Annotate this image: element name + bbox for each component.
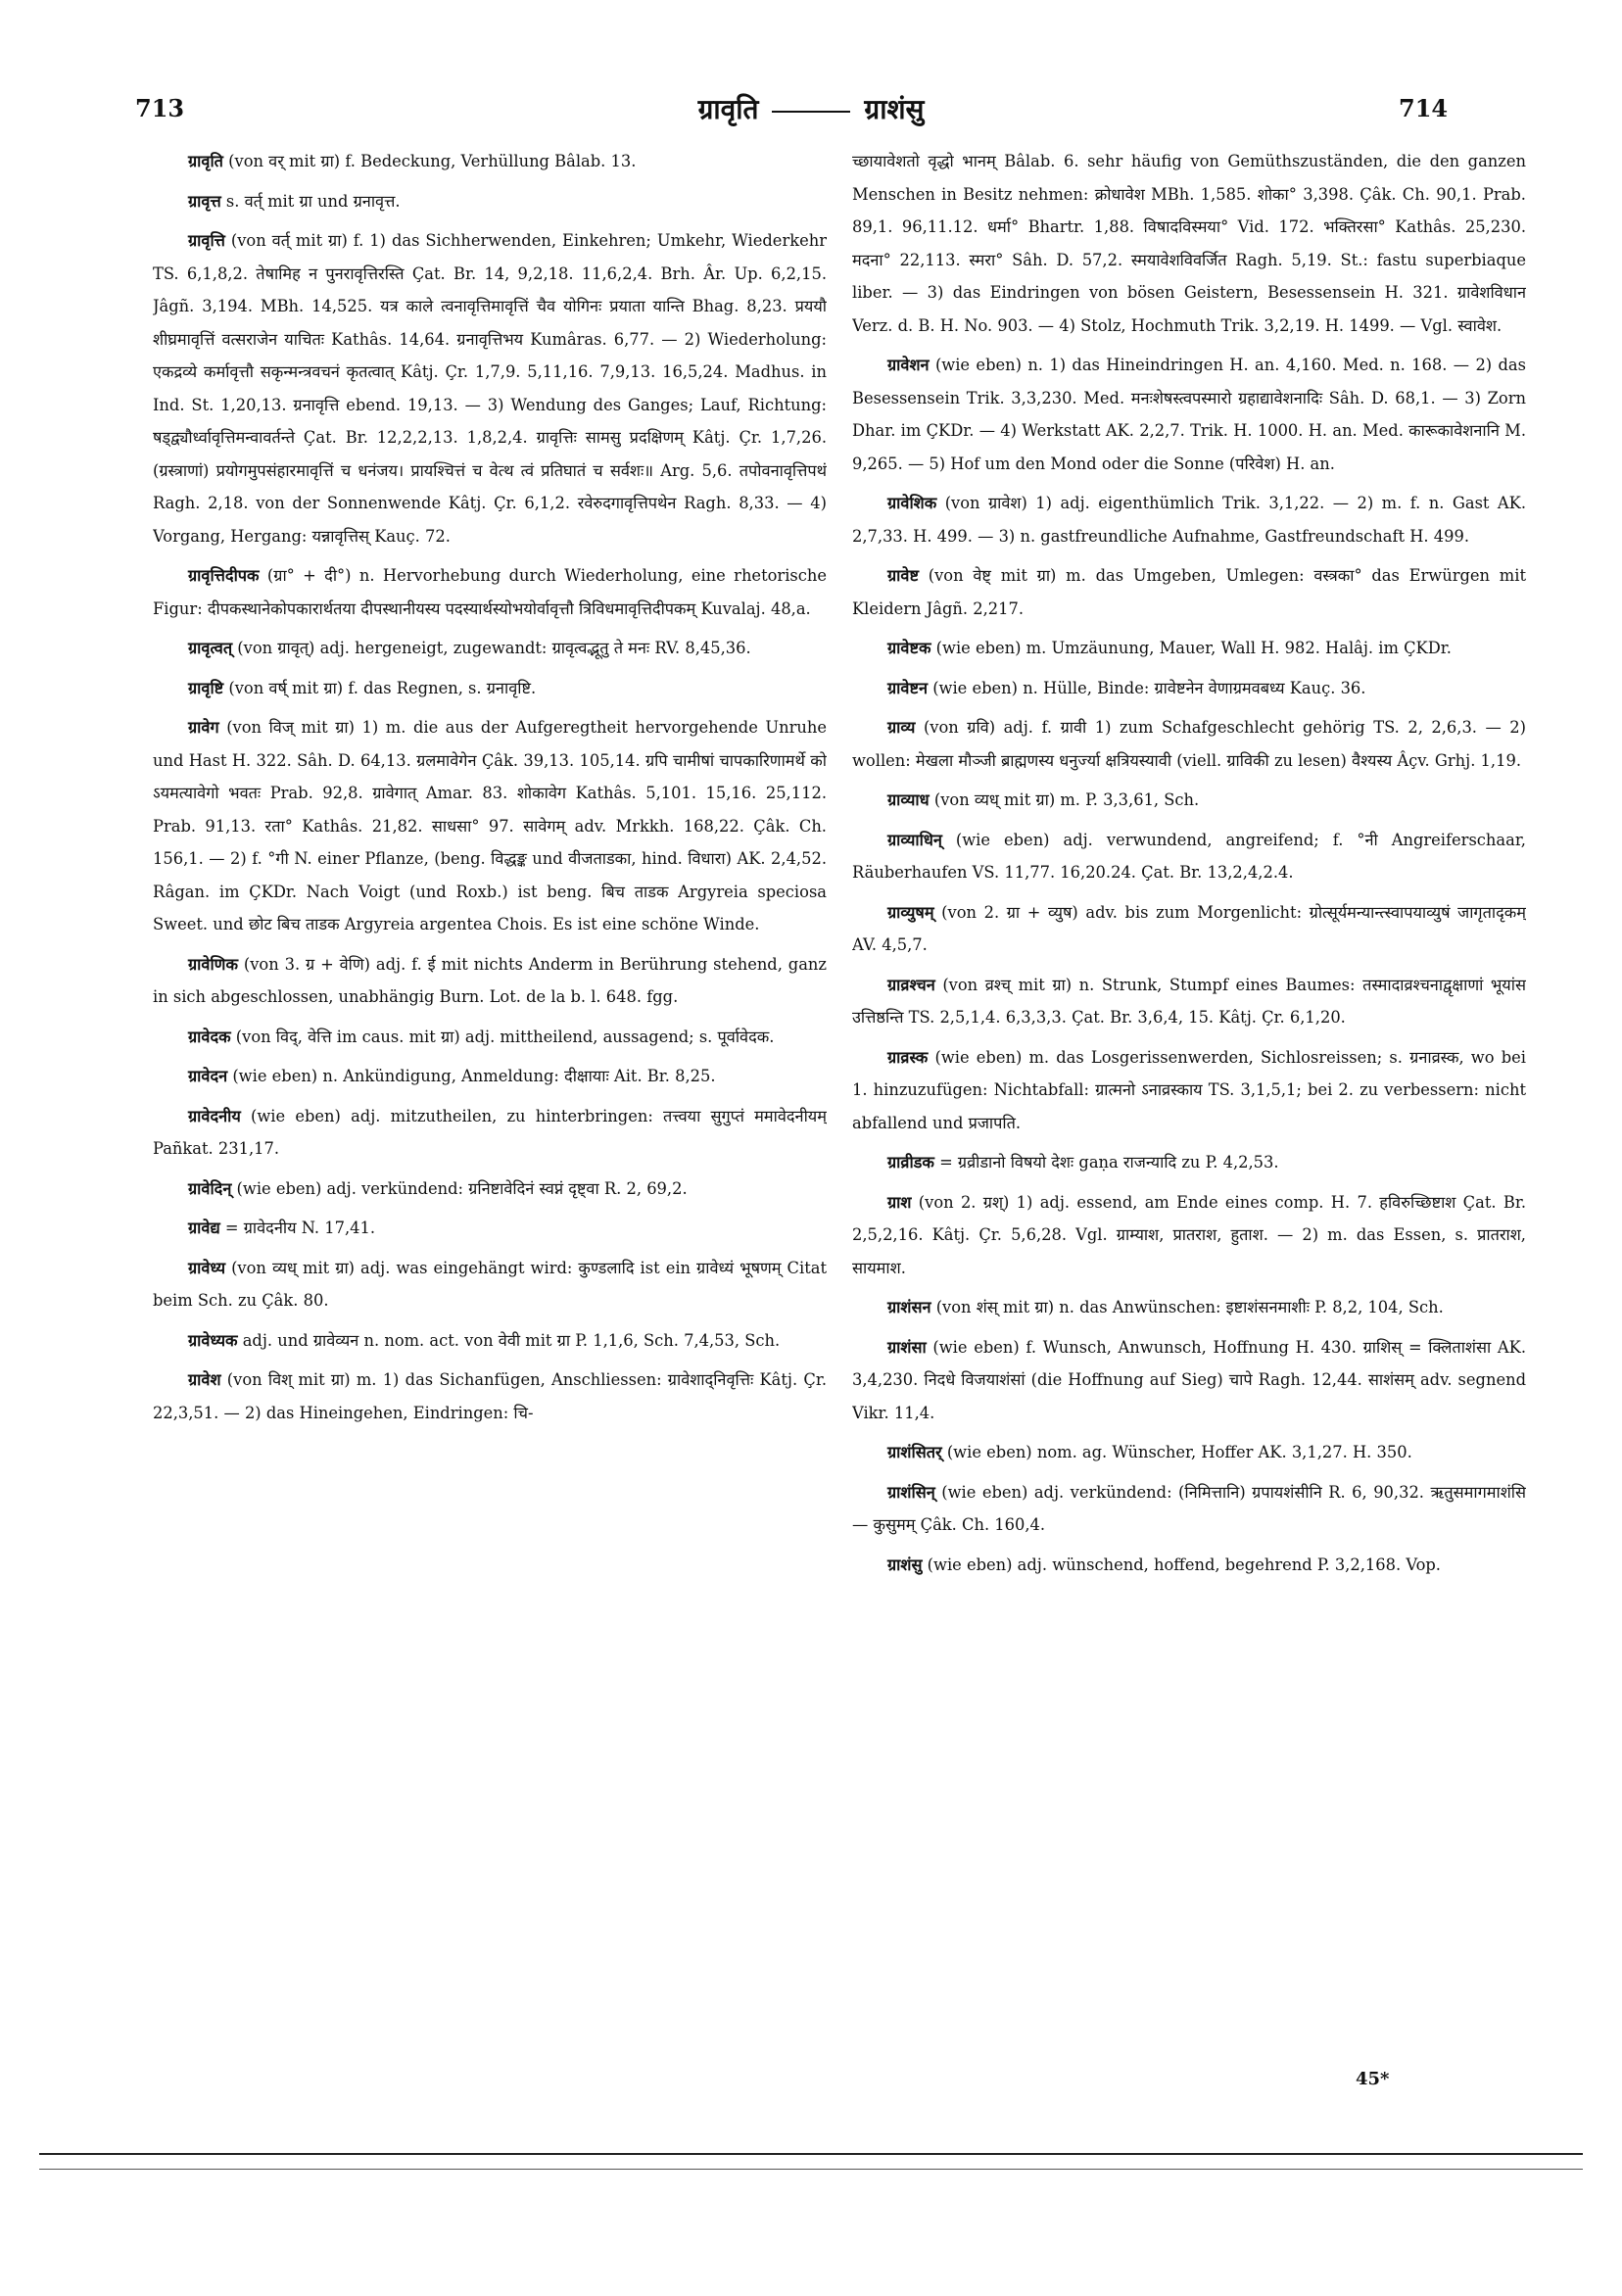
dictionary-entry bbox=[153, 1212, 827, 1245]
entry-body: = ग्रव्रीडानो विषयो देशः gaṇa राजन्यादि zu P. 4,2,53. bbox=[939, 1153, 1279, 1172]
page-number-right: 714 bbox=[1399, 94, 1449, 122]
entry-headword: ग्रावेणिक bbox=[188, 954, 238, 974]
entry-headword: ग्राशंसा bbox=[887, 1337, 927, 1357]
entry-headword: ग्राव्रश्चन bbox=[887, 975, 935, 994]
entry-body: (ग्रा° + दी°) n. Hervorhebung durch Wiederholung, eine rhetorische Figur: दीपकस्थानेकोपकारार्थतया दीपस्थानीयस्य पदस्यार्थस्योभयोर्वावृत्तौ त्रिविधमावृत्तिदीपकम् Kuvalaj. 48,a. bbox=[153, 566, 827, 618]
entry-body: (von वेष्ट् mit ग्रा) m. das Umgeben, Umlegen: वस्त्रका° das Erwürgen mit Kleidern Jâgñ. 2,217. bbox=[852, 566, 1526, 618]
dictionary-entry bbox=[153, 559, 827, 625]
entry-headword: ग्रावेदक bbox=[188, 1027, 231, 1046]
entry-body: (wie eben) adj. verkündend: (निमित्तानि) ग्रपायशंसीनि R. 6, 90,32. ऋतुसमागमाशंसि — कुसुमम् Çâk. Ch. 160,4. bbox=[852, 1482, 1526, 1534]
entry-body: (wie eben) adj. mitzutheilen, zu hinterbringen: तत्त्वया सुगुप्तं ममावेदनीयम् Pañkat. 231,17. bbox=[153, 1106, 827, 1158]
entry-body: (wie eben) adj. wünschend, hoffend, begehrend P. 3,2,168. Vop. bbox=[927, 1555, 1441, 1574]
dictionary-entry bbox=[852, 711, 1526, 777]
entry-body: (von विश् mit ग्रा) m. 1) das Sichanfügen, Anschliessen: ग्रावेशाद्निवृत्तिः Kâtj. Çr. 22,3,51. — 2) das Hineingehen, Eindringen: चि- bbox=[153, 1370, 827, 1422]
dictionary-entry bbox=[153, 632, 827, 665]
entry-body: (von वर्त् mit ग्रा) f. 1) das Sichherwenden, Einkehren; Umkehr, Wiederkehr TS. 6,1,8,2. तेषामिह न पुनरावृत्तिरस्ति Çat. Br. 14, 9,2,18. 11,6,2,4. Brh. Âr. Up. 6,2,15. Jâgñ. 3,194. MBh. 14,525. यत्र काले त्वनावृत्तिमावृत्तिं चैव योगिनः प्रयाता यान्ति Bhag. 8,23. प्रययौ शीघ्रमावृत्तिं वत्सराजेन याचितः Kathâs. 14,64. ग्रनावृत्तिभय Kumâras. 6,77. — 2) Wiederholung: एकद्रव्ये कर्मावृत्तौ सकृन्मन्त्रवचनं कृतत्वात् Kâtj. Çr. 1,7,9. 5,11,16. 7,9,13. 16,5,24. Madhus. in Ind. St. 1,20,13. ग्रनावृत्ति ebend. 19,13. — 3) Wendung des Ganges; Lauf, Richtung: षड्द्व्यौर्ध्वावृत्तिमन्वावर्तन्ते Çat. Br. 12,2,2,13. 1,8,2,4. ग्रावृत्तिः सामसु प्रदक्षिणम् Kâtj. Çr. 1,7,26. (ग्रस्त्राणां) प्रयोगमुपसंहारमावृत्तिं च धनंजय। प्रायश्चित्तं च वेत्थ त्वं प्रतिघातं च सर्वशः॥ Arg. 5,6. तपोवनावृत्तिपथं Ragh. 2,18. von der Sonnenwende Kâtj. Çr. 6,1,2. रवेरुदगावृत्तिपथेन Ragh. 8,33. — 4) Vorgang, Hergang: यन्नावृत्तिस् Kauç. 72. bbox=[153, 231, 827, 546]
entry-body: (von विद्, वेत्ति im caus. mit ग्रा) adj. mittheilend, aussagend; s. पूर्वावेदक. bbox=[235, 1027, 775, 1046]
entry-body: (von विज् mit ग्रा) 1) m. die aus der Aufgeregtheit hervorgehende Unruhe und Hast H. 322. Sâh. D. 64,13. ग्रलमावेगेन Çâk. 39,13. 105,14. ग्रपि चामीषां चापकारिणामर्थे को ऽयमत्यावेगो भवतः Prab. 92,8. ग्रावेगात् Amar. 83. शोकावेग Kathâs. 5,101. 15,16. 25,112. Prab. 91,13. रता° Kathâs. 21,82. साधसा° 97. सावेगम् adv. Mrkkh. 168,22. Çâk. Ch. 156,1. — 2) f. °गी N. einer Pflanze, (beng. विद्धङ्क und वीजताडका, hind. विधारा) AK. 2,4,52. Râgan. im ÇKDr. Nach Voigt (und Roxb.) ist beng. बिच ताडक Argyreia speciosa Sweet. und छोट बिच ताडक Argyreia argentea Chois. Es ist eine schöne Winde. bbox=[153, 718, 827, 933]
entry-headword: ग्रावेद्य bbox=[188, 1219, 220, 1237]
entry-body: (von व्यध् mit ग्रा) adj. was eingehängt wird: कुण्डलादि ist ein ग्रावेध्यं भूषणम् Citat beim Sch. zu Çâk. 80. bbox=[153, 1258, 827, 1310]
dictionary-entry bbox=[852, 145, 1526, 342]
entry-headword: ग्राशंसितर् bbox=[887, 1443, 942, 1461]
entry-body: (von 3. ग्र + वेणि) adj. f. ई mit nichts Anderm in Berührung stehend, ganz in sich abgeschlossen, unabhängig Burn. Lot. de la b. l. 648. fgg. bbox=[153, 954, 827, 1006]
entry-body: (von व्यध् mit ग्रा) m. P. 3,3,61, Sch. bbox=[933, 790, 1200, 809]
bottom-rule-thin bbox=[39, 2169, 1583, 2170]
dictionary-entry bbox=[852, 969, 1526, 1034]
dictionary-entry bbox=[153, 711, 827, 941]
entry-body: (wie eben) m. das Losgerissenwerden, Sichlosreissen; s. ग्रनाव्रस्क, wo bei 1. hinzuzufügen: Nichtabfall: ग्रात्मनो ऽनाव्रस्काय TS. 3,1,5,1; bei 2. zu verbessern: nicht abfallend und प्रजापति. bbox=[852, 1047, 1526, 1132]
dictionary-entry bbox=[852, 1146, 1526, 1179]
entry-headword: ग्रावेदन bbox=[188, 1067, 228, 1085]
dictionary-entry bbox=[852, 1436, 1526, 1469]
entry-headword: ग्राव्याध bbox=[887, 790, 930, 809]
entry-body: (von ग्रवि) adj. f. ग्रावी 1) zum Schafgeschlecht gehörig TS. 2, 2,6,3. — 2) wollen: मेखला मौञ्जी ब्राह्मणस्य धनुर्ज्या क्षत्रियस्यावी (viell. ग्राविकी zu lesen) वैश्यस्य Âçv. Grhj. 1,19. bbox=[852, 718, 1526, 770]
dictionary-entry bbox=[153, 1363, 827, 1429]
dictionary-entry bbox=[852, 487, 1526, 552]
entry-headword: ग्राशंसु bbox=[887, 1555, 923, 1574]
dictionary-entry bbox=[153, 1060, 827, 1093]
dictionary-entry bbox=[153, 1252, 827, 1317]
entry-headword: ग्रावृति bbox=[188, 152, 223, 170]
dictionary-entry bbox=[852, 1331, 1526, 1430]
entry-body: (von वर् mit ग्रा) f. Bedeckung, Verhüllung Bâlab. 13. bbox=[228, 152, 637, 170]
dictionary-entry bbox=[852, 1549, 1526, 1582]
entry-headword: ग्रावेष्ट bbox=[887, 566, 919, 585]
running-head-last-word: ग्राशंसु bbox=[864, 93, 925, 125]
entry-headword: ग्राशंसिन् bbox=[887, 1482, 935, 1502]
dictionary-entry bbox=[153, 145, 827, 178]
entry-headword: ग्रावृत्वत् bbox=[188, 639, 233, 657]
entry-body: (von 2. ग्रा + व्युष) adv. bis zum Morgenlicht: ग्रोत्सूर्यमन्यान्त्स्वापयाव्युषं जागृतादृकम् AV. 4,5,7. bbox=[852, 902, 1526, 954]
dictionary-entry bbox=[852, 1476, 1526, 1542]
dictionary-entry bbox=[852, 1291, 1526, 1324]
entry-body: (wie eben) n. Ankündigung, Anmeldung: दीक्षायाः Ait. Br. 8,25. bbox=[232, 1067, 716, 1085]
entry-body: (wie eben) adj. verwundend, angreifend; f. °नी Angreiferschaar, Räuberhaufen VS. 11,77. 16,20.24. Çat. Br. 13,2,4,2.4. bbox=[852, 830, 1526, 882]
entry-headword: ग्रावेदनीय bbox=[188, 1106, 241, 1125]
entry-body: (wie eben) nom. ag. Wünscher, Hoffer AK. 3,1,27. H. 350. bbox=[946, 1443, 1412, 1461]
left-column bbox=[153, 145, 827, 2065]
entry-body: (wie eben) m. Umzäunung, Mauer, Wall H. 982. Halâj. im ÇKDr. bbox=[935, 639, 1452, 657]
dictionary-entry bbox=[852, 1186, 1526, 1285]
entry-headword: ग्रावेश bbox=[188, 1370, 221, 1389]
entry-headword: ग्राव्याधिन् bbox=[887, 830, 942, 849]
entry-headword: ग्राव्युषम् bbox=[887, 902, 934, 922]
dictionary-entry bbox=[852, 672, 1526, 705]
page-number-left: 713 bbox=[135, 94, 185, 122]
running-head-first-word: ग्रावृति bbox=[697, 93, 759, 125]
dictionary-entry bbox=[153, 672, 827, 705]
entry-body: (wie eben) f. Wunsch, Anwunsch, Hoffnung H. 430. ग्राशिस् = क्लिताशंसा AK. 3,4,230. निदधे विजयाशंसां (die Hoffnung auf Sieg) चापे Ragh. 12,44. साशंसम् adv. segnend Vikr. 11,4. bbox=[852, 1337, 1526, 1422]
dictionary-entry bbox=[153, 1100, 827, 1166]
entry-headword: ग्रावेध्य bbox=[188, 1258, 226, 1277]
entry-headword: ग्रावेष्टन bbox=[887, 678, 928, 697]
dictionary-entry bbox=[153, 1324, 827, 1358]
entry-body: (wie eben) n. 1) das Hineindringen H. an. 4,160. Med. n. 168. — 2) das Besessensein Trik. 3,3,230. Med. मनःशेषस्त्वपस्मारो ग्रहाद्यावेशनादिः Sâh. D. 68,1. — 3) Zorn Dhar. im ÇKDr. — 4) Werkstatt AK. 2,2,7. Trik. H. 1000. H. an. Med. कारूकावेशनानि M. 9,265. — 5) Hof um den Mond oder die Sonne (परिवेश) H. an. bbox=[852, 356, 1526, 473]
entry-headword: ग्राव्रस्क bbox=[887, 1047, 929, 1067]
entry-body: (von शंस् mit ग्रा) n. das Anwünschen: इष्टाशंसनमाशीः P. 8,2, 104, Sch. bbox=[935, 1298, 1444, 1316]
dictionary-entry bbox=[852, 784, 1526, 817]
dictionary-entry bbox=[153, 948, 827, 1014]
entry-headword: ग्राव्रीडक bbox=[887, 1153, 934, 1172]
running-head bbox=[615, 90, 1007, 127]
entry-headword: ग्रावेग bbox=[188, 718, 219, 737]
printer-signature: 45* bbox=[1356, 2069, 1390, 2089]
entry-body: adj. und ग्रावेव्यन n. nom. act. von वेवी mit ग्रा P. 1,1,6, Sch. 7,4,53, Sch. bbox=[242, 1330, 781, 1350]
right-column bbox=[852, 145, 1526, 2065]
dictionary-entry bbox=[153, 185, 827, 218]
running-head-dash bbox=[772, 111, 850, 113]
dictionary-entry bbox=[852, 559, 1526, 625]
entry-body: (von व्रश्च् mit ग्रा) n. Strunk, Stumpf eines Baumes: तस्मादाव्रश्चनाद्वृक्षाणां भूयांस उत्तिष्ठन्ति TS. 2,5,1,4. 6,3,3,3. Çat. Br. 3,6,4, 15. Kâtj. Çr. 6,1,20. bbox=[852, 975, 1526, 1027]
entry-headword: ग्राव्य bbox=[887, 718, 916, 737]
entry-headword: ग्रावृत्त bbox=[188, 191, 221, 211]
bottom-rule bbox=[39, 2153, 1583, 2155]
dictionary-entry bbox=[852, 824, 1526, 889]
entry-headword: ग्रावेशन bbox=[887, 356, 930, 374]
dictionary-entry bbox=[153, 1021, 827, 1054]
entry-body: (von ग्रावृत्) adj. hergeneigt, zugewandt: ग्रावृत्वद्भूतु ते मनः RV. 8,45,36. bbox=[237, 639, 751, 657]
entry-body: (von 2. ग्रश्) 1) adj. essend, am Ende eines comp. H. 7. हविरुच्छिष्टाश Çat. Br. 2,5,2,16. Kâtj. Çr. 5,6,28. Vgl. ग्राम्याश, प्रातराश, हुताश. — 2) m. das Essen, s. प्रातराश, सायमाश. bbox=[852, 1192, 1526, 1277]
entry-headword: ग्रावृष्टि bbox=[188, 678, 224, 697]
dictionary-entry bbox=[852, 1041, 1526, 1140]
entry-headword: ग्रावृत्ति bbox=[188, 231, 225, 250]
entry-body: (wie eben) adj. verkündend: ग्रनिष्टावेदिनं स्वप्नं दृष्ट्वा R. 2, 69,2. bbox=[236, 1178, 688, 1198]
dictionary-entry bbox=[153, 224, 827, 552]
entry-headword: ग्राशंसन bbox=[887, 1298, 931, 1316]
entry-body: = ग्रावेदनीय N. 17,41. bbox=[224, 1219, 376, 1237]
entry-body: (wie eben) n. Hülle, Binde: ग्रावेष्टनेन वेणाग्रमवबध्य Kauç. 36. bbox=[932, 678, 1366, 697]
entry-headword: ग्रावेध्यक bbox=[188, 1330, 238, 1350]
dictionary-entry bbox=[852, 349, 1526, 480]
dictionary-entry bbox=[153, 1172, 827, 1206]
entry-headword: ग्राश bbox=[887, 1192, 912, 1212]
entry-body: s. वर्त् mit ग्रा und ग्रनावृत्त. bbox=[225, 191, 401, 211]
entry-headword: ग्रावृत्तिदीपक bbox=[188, 566, 260, 585]
entry-headword: ग्रावेष्टक bbox=[887, 639, 931, 657]
entry-body: च्छायावेशतो वृद्धो भानम् Bâlab. 6. sehr häufig von Gemüthszuständen, die den ganzen Menschen in Besitz nehmen: क्रोधावेश MBh. 1,585. शोका° 3,398. Çâk. Ch. 90,1. Prab. 89,1. 96,11.12. धर्मा° Bhartr. 1,88. विषादविस्मया° Vid. 172. भक्तिरसा° Kathâs. 25,230. मदना° 22,113. स्मरा° Sâh. D. 57,2. स्मयावेशविवर्जित Ragh. 5,19. St.: fastu superbiaque liber. — 3) das Eindringen von bösen Geistern, Besessensein H. 321. ग्रावेशविधान Verz. d. B. H. No. 903. — 4) Stolz, Hochmuth Trik. 3,2,19. H. 1499. — Vgl. स्वावेश. bbox=[852, 152, 1526, 335]
dictionary-entry bbox=[852, 896, 1526, 962]
entry-headword: ग्रावेशिक bbox=[887, 494, 937, 512]
entry-body: (von वर्ष् mit ग्रा) f. das Regnen, s. ग्रनावृष्टि. bbox=[228, 678, 537, 697]
entry-headword: ग्रावेदिन् bbox=[188, 1178, 232, 1198]
entry-body: (von ग्रावेश) 1) adj. eigenthümlich Trik. 3,1,22. — 2) m. f. n. Gast AK. 2,7,33. H. 499. — 3) n. gastfreundliche Aufnahme, Gastfreundschaft H. 499. bbox=[852, 494, 1526, 546]
dictionary-entry bbox=[852, 632, 1526, 665]
